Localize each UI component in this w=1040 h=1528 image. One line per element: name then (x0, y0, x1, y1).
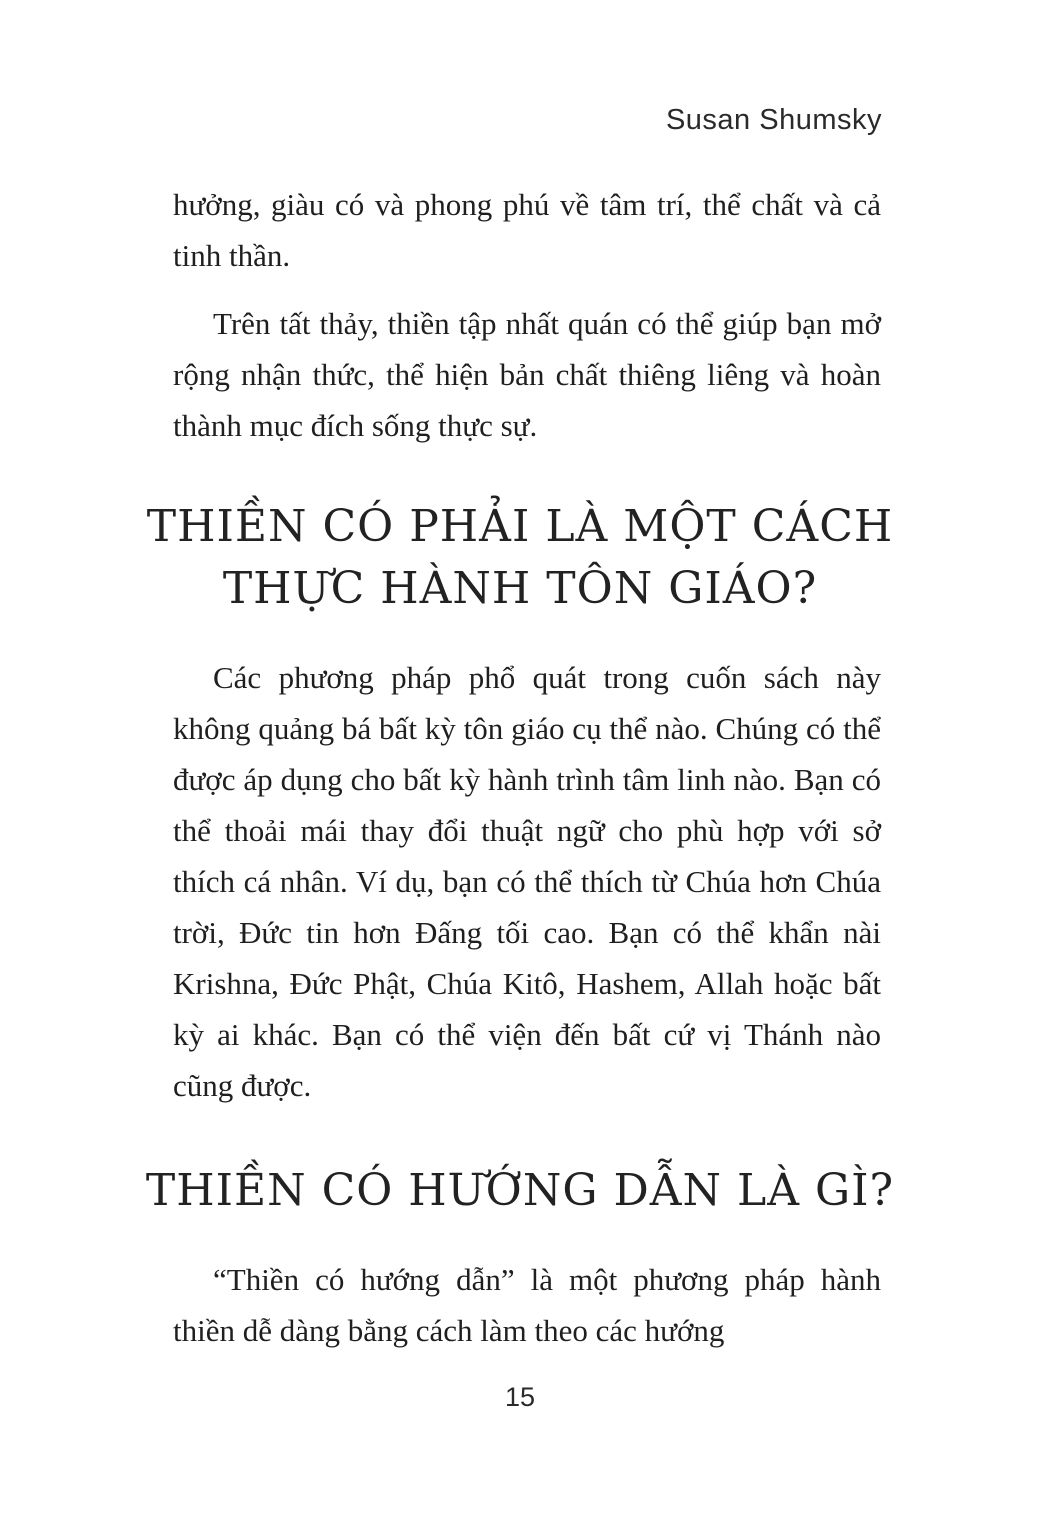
section-heading-religion-line1: THIỀN CÓ PHẢI LÀ MỘT CÁCH (146, 501, 894, 552)
paragraph-consistent-meditation: Trên tất thảy, thiền tập nhất quán có thể giúp bạn mở rộng nhận thức, thể hiện bản chất thiêng liêng và hoàn thành mục đích sống thực sự. (173, 306, 881, 443)
paragraph-continuation: hưởng, giàu có và phong phú về tâm trí, thể chất và cả tinh thần. (173, 187, 881, 273)
section-heading-religion-line2: THỰC HÀNH TÔN GIÁO? (222, 563, 818, 614)
paragraph-universal-methods: Các phương pháp phổ quát trong cuốn sách này không quảng bá bất kỳ tôn giáo cụ thể nào. Chúng có thể được áp dụng cho bất kỳ hành trình tâm linh nào. Bạn có thể thoải mái thay đổi thuật ngữ cho phù hợp với sở thích cá nhân. Ví dụ, bạn có thể thích từ Chúa hơn Chúa trời, Đức tin hơn Đấng tối cao. Bạn có thể khẩn nài Krishna, Đức Phật, Chúa Kitô, Hashem, Allah hoặc bất kỳ ai khác. Bạn có thể viện đến bất cứ vị Thánh nào cũng được. (173, 660, 881, 1103)
running-header-author: Susan Shumsky (665, 104, 882, 136)
paragraph-guided-meditation: “Thiền có hướng dẫn” là một phương pháp hành thiền dễ dàng bằng cách làm theo các hướng (173, 1262, 881, 1348)
section-heading-guided-meditation: THIỀN CÓ HƯỚNG DẪN LÀ GÌ? (145, 1165, 895, 1216)
page-number: 15 (504, 1382, 536, 1412)
section-heading-religion (100, 496, 940, 620)
